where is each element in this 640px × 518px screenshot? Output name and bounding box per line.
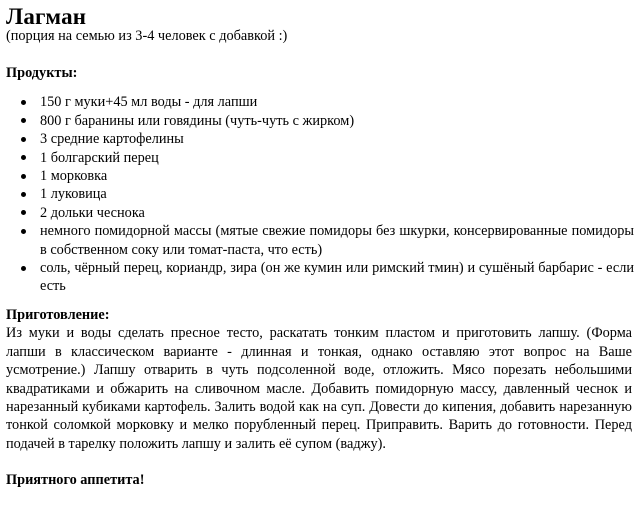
ingredient-text: 800 г баранины или говядины (чуть-чуть с жирком) (40, 112, 355, 129)
closing-text: Приятного аппетита! (6, 472, 145, 489)
ingredient-text: 1 луковица (40, 186, 107, 203)
list-item (40, 130, 634, 148)
ingredient-text: 150 г муки+45 мл воды - для лапши (40, 94, 258, 111)
list-item (40, 185, 634, 203)
list-item (40, 204, 634, 222)
bullet-icon (21, 100, 26, 105)
ingredient-text: 2 дольки чеснока (40, 204, 145, 221)
method-heading: Приготовление: (6, 306, 110, 323)
recipe-document (6, 0, 634, 490)
ingredient-text: немного помидорной массы (мятые свежие помидоры без шкурки, консервированные помидоры в собственном соку или томат-паста, что есть) (40, 223, 634, 258)
list-item (40, 222, 634, 259)
bullet-icon (21, 118, 26, 123)
method-text: Из муки и воды сделать пресное тесто, раскатать тонким пластом и приготовить лапшу. (Форма лапши в классическом варианте - длинная и тонкая, однако оставляю этот вопрос на Ваше усмотрение.) Лапшу отварить в чуть подсоленной воде, отложить. Мясо порезать небольшими квадратиками и обжарить на сливочном масле. Добавить помидорную массу, давленный чеснок и нарезанный кубиками картофель. Залить водой как на суп. Довести до кипения, добавить нарезанную тонкой соломкой морковку и мелко порубленный перец. Приправить. Варить до готовности. Перед подачей в тарелку положить лапшу и залить её супом (ваджу). (6, 325, 632, 452)
ingredient-text: 1 болгарский перец (40, 149, 159, 166)
products-heading: Продукты: (6, 65, 78, 81)
bullet-icon (21, 210, 26, 215)
bullet-icon (21, 266, 26, 271)
list-item (40, 93, 634, 111)
recipe-subtitle: (порция на семью из 3-4 человек с добавкой :) (6, 28, 288, 44)
list-item (40, 167, 634, 185)
ingredients-list (6, 93, 634, 295)
list-item (40, 259, 634, 296)
bullet-icon (21, 155, 26, 160)
bullet-icon (21, 137, 26, 142)
list-item (40, 149, 634, 167)
list-item (40, 112, 634, 130)
ingredient-text: 1 морковка (40, 168, 108, 185)
bullet-icon (21, 174, 26, 179)
ingredient-text: 3 средние картофелины (40, 131, 184, 148)
bullet-icon (21, 229, 26, 234)
bullet-icon (21, 192, 26, 197)
page-title: Лагман (6, 4, 87, 29)
ingredient-text: соль, чёрный перец, кориандр, зира (он же кумин или римский тмин) и сушёный барбарис - если есть (40, 260, 634, 295)
